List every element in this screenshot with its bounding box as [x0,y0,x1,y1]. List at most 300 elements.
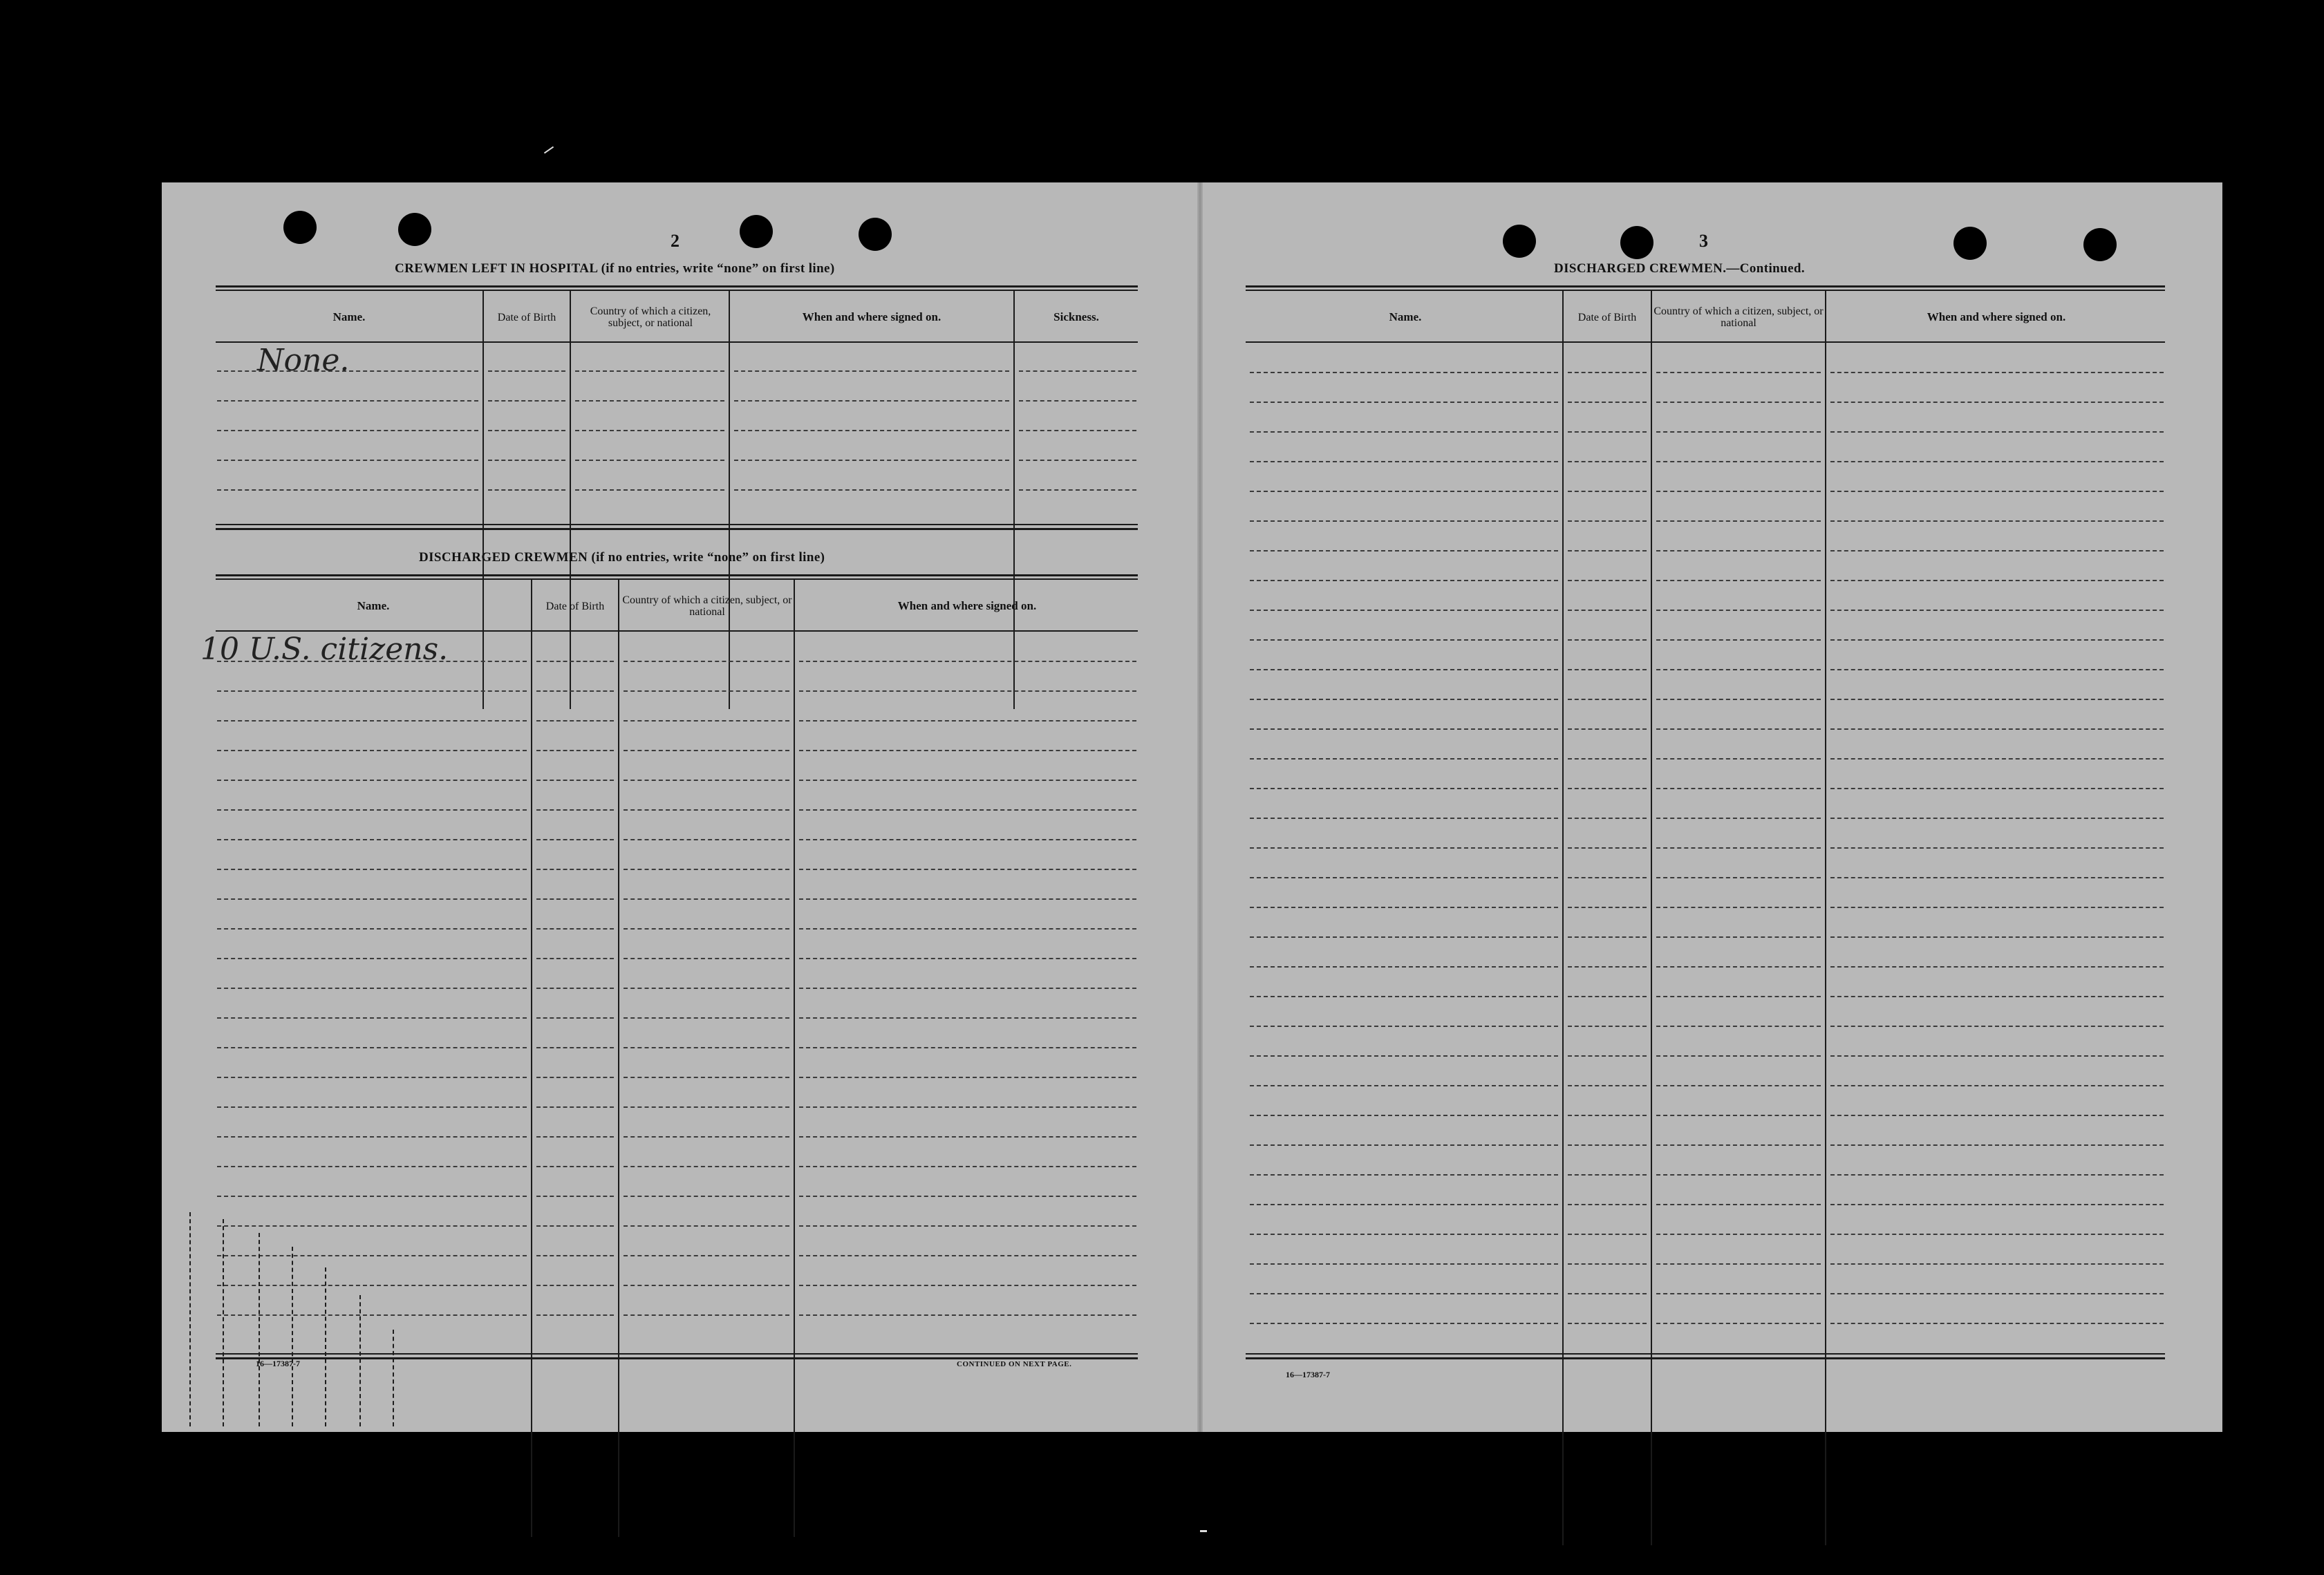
continued-note: CONTINUED ON NEXT PAGE. [957,1360,1072,1368]
ruled-line [1019,460,1136,461]
ruled-line [536,720,614,722]
table-bottom-rule [1246,1357,2165,1359]
hospital-table-title: CREWMEN LEFT IN HOSPITAL (if no entries, write “none” on first line) [395,261,835,276]
ruled-line [1830,580,2164,581]
ruled-line [1568,1144,1647,1146]
table-top-rule [1246,290,2165,291]
ruled-line [536,809,614,811]
ruled-line [1568,491,1647,492]
discharged-table-title: DISCHARGED CREWMEN (if no entries, write “none” on first line) [419,550,825,565]
ruled-line [1568,1115,1647,1116]
ruled-line [575,370,724,372]
ruled-line [1250,1144,1558,1146]
ruled-line [1656,847,1821,849]
ruled-line [1656,877,1821,878]
ruled-line [488,400,565,402]
ruled-line [1656,1293,1821,1294]
crease-mark [259,1233,260,1426]
ruled-line [799,1314,1136,1316]
ruled-line [1830,1323,2164,1324]
ruled-line [217,460,478,461]
table-top-rule [1246,285,2165,287]
ruled-line [624,988,789,989]
ruled-line [536,1225,614,1227]
ruled-line [1830,461,2164,462]
ruled-line [624,1285,789,1286]
ruled-line [1656,1174,1821,1176]
ruled-line [734,489,1009,491]
punch-hole [1620,226,1653,259]
crease-mark [189,1212,191,1426]
ruled-line [1656,1085,1821,1086]
ruled-line [1568,788,1647,789]
ruled-line [217,720,527,722]
ruled-line [624,1047,789,1048]
ruled-line [536,1077,614,1078]
ruled-line [624,1196,789,1197]
col-header-country: Country of which a citizen, subject, or national [590,305,711,329]
ruled-line [1830,669,2164,670]
column-divider [570,290,571,709]
ruled-line [1830,431,2164,433]
ruled-line [1830,491,2164,492]
ruled-line [1250,1085,1558,1086]
ruled-line [1250,818,1558,819]
ruled-line [624,720,789,722]
crease-mark [292,1247,293,1426]
ruled-line [1656,1323,1821,1324]
ruled-line [217,1077,527,1078]
ruled-line [1656,1026,1821,1027]
col-header-name: Name. [357,599,390,612]
col-header-signed-on: When and where signed on. [897,599,1037,612]
header-bottom-rule [216,341,1138,343]
ruled-line [1568,1234,1647,1235]
discharged-continued-title: DISCHARGED CREWMEN.—Continued. [1554,261,1806,276]
crease-mark [359,1295,361,1426]
column-divider [482,290,484,709]
ruled-line [1250,491,1558,492]
ruled-line [217,1255,527,1256]
ruled-line [624,1166,789,1167]
ruled-line [1830,818,2164,819]
ruled-line [217,750,527,751]
ruled-line [799,1225,1136,1227]
ruled-line [799,1047,1136,1048]
ruled-line [1568,907,1647,908]
ruled-line [1568,877,1647,878]
ruled-line [1656,758,1821,760]
col-header-signed-on: When and where signed on. [1927,310,2066,323]
ruled-line [1568,372,1647,373]
ruled-line [1568,728,1647,730]
table-bottom-rule [216,1353,1138,1355]
ruled-line [536,1136,614,1138]
ruled-line [536,869,614,870]
ruled-line [799,1196,1136,1197]
ruled-line [1656,431,1821,433]
table-bottom-rule [216,524,1138,525]
table-top-rule [216,285,1138,287]
ruled-line [217,809,527,811]
ruled-line [624,690,789,692]
ruled-line [1250,728,1558,730]
punch-hole [398,213,431,246]
ruled-line [536,839,614,840]
ruled-line [1568,1174,1647,1176]
ruled-line [1250,1026,1558,1027]
ruled-line [217,1314,527,1316]
ruled-line [799,958,1136,959]
ruled-line [1250,936,1558,938]
ruled-line [1830,877,2164,878]
ruled-line [217,1047,527,1048]
ruled-line [624,839,789,840]
stray-mark [1200,1530,1207,1532]
col-header-dob: Date of Birth [497,311,556,323]
ruled-line [1250,580,1558,581]
ruled-line [1568,639,1647,641]
ruled-line [217,1017,527,1019]
ruled-line [1830,1085,2164,1086]
ruled-line [1656,788,1821,789]
ruled-line [799,750,1136,751]
ruled-line [1830,550,2164,551]
ruled-line [1568,1323,1647,1324]
ruled-line [624,958,789,959]
ruled-line [799,1255,1136,1256]
table-top-rule [216,578,1138,580]
ruled-line [1250,1263,1558,1265]
ruled-line [799,869,1136,870]
ruled-line [1568,936,1647,938]
col-header-country: Country of which a citizen, subject, or national [622,594,792,618]
ruled-line [536,898,614,900]
ruled-line [734,370,1009,372]
ruled-line [575,430,724,431]
ruled-line [1830,610,2164,611]
crease-mark [325,1267,326,1426]
ruled-line [217,988,527,989]
ruled-line [624,1255,789,1256]
ruled-line [1656,966,1821,968]
page-fold [1197,182,1203,1432]
ruled-line [1656,610,1821,611]
ruled-line [1568,966,1647,968]
ruled-line [217,1285,527,1286]
ruled-line [1830,758,2164,760]
ruled-line [536,1047,614,1048]
page-number-right: 3 [1699,231,1708,251]
ruled-line [1656,1055,1821,1057]
ruled-line [1830,402,2164,403]
ruled-line [1830,907,2164,908]
ruled-line [1568,550,1647,551]
col-header-dob: Date of Birth [1577,311,1637,323]
ruled-line [217,690,527,692]
ruled-line [624,928,789,930]
col-header-country: Country of which a citizen, subject, or national [1653,305,1824,329]
ruled-line [536,780,614,781]
ruled-line [1830,966,2164,968]
ruled-line [1656,996,1821,997]
ruled-line [1656,580,1821,581]
ruled-line [734,400,1009,402]
ruled-line [1830,1144,2164,1146]
punch-hole [859,218,892,251]
ruled-line [1250,1234,1558,1235]
ruled-line [1830,1174,2164,1176]
ruled-line [1250,431,1558,433]
ruled-line [217,1166,527,1167]
ruled-line [1019,430,1136,431]
ruled-line [1568,1204,1647,1205]
ruled-line [1250,877,1558,878]
page-number-left: 2 [671,231,680,251]
ruled-line [624,661,789,662]
col-header-dob: Date of Birth [545,600,605,612]
ruled-line [1830,1263,2164,1265]
ruled-line [799,661,1136,662]
ruled-line [1250,1293,1558,1294]
ruled-line [1250,372,1558,373]
ruled-line [575,460,724,461]
ruled-line [217,898,527,900]
ruled-line [1568,818,1647,819]
ruled-line [536,988,614,989]
ruled-line [1568,1026,1647,1027]
ruled-line [1656,639,1821,641]
ruled-line [488,489,565,491]
ruled-line [1830,788,2164,789]
ruled-line [1250,699,1558,700]
ruled-line [1656,1144,1821,1146]
ruled-line [1830,1055,2164,1057]
ruled-line [624,1136,789,1138]
ruled-line [1656,1115,1821,1116]
ruled-line [536,1314,614,1316]
discharged-handwritten-entry: 10 U.S. citizens. [200,632,449,667]
ruled-line [799,1077,1136,1078]
ruled-line [1656,372,1821,373]
ruled-line [1250,1323,1558,1324]
ruled-line [1830,1204,2164,1205]
ruled-line [1656,402,1821,403]
ruled-line [1568,402,1647,403]
ruled-line [536,690,614,692]
ruled-line [1019,489,1136,491]
ruled-line [1568,580,1647,581]
ruled-line [1568,1085,1647,1086]
col-header-name: Name. [1389,310,1422,323]
ruled-line [1656,1263,1821,1265]
ruled-line [488,370,565,372]
ruled-line [1250,996,1558,997]
ruled-line [624,1225,789,1227]
col-header-name: Name. [332,310,366,323]
ruled-line [624,1314,789,1316]
ruled-line [1250,788,1558,789]
crease-mark [393,1330,394,1426]
ruled-line [1656,818,1821,819]
ruled-line [536,928,614,930]
col-header-sickness: Sickness. [1053,310,1099,323]
ruled-line [536,1166,614,1167]
ruled-line [217,1136,527,1138]
punch-hole [1953,227,1987,260]
ruled-line [575,489,724,491]
ruled-line [1250,1115,1558,1116]
ruled-line [799,780,1136,781]
ruled-line [1568,1263,1647,1265]
ruled-line [1250,550,1558,551]
column-divider [729,290,730,709]
ruled-line [1656,669,1821,670]
column-divider [794,579,795,1537]
ruled-line [1656,728,1821,730]
ruled-line [1830,936,2164,938]
ruled-line [1656,936,1821,938]
ruled-line [1656,461,1821,462]
ruled-line [799,720,1136,722]
ruled-line [1568,1055,1647,1057]
ruled-line [1830,639,2164,641]
column-divider [618,579,619,1537]
ruled-line [1568,431,1647,433]
ruled-line [1656,550,1821,551]
ruled-line [799,1285,1136,1286]
ruled-line [1830,996,2164,997]
ruled-line [1568,461,1647,462]
ruled-line [536,1017,614,1019]
ruled-line [1250,639,1558,641]
ruled-line [575,400,724,402]
ruled-line [624,750,789,751]
ruled-line [1250,669,1558,670]
ruled-line [536,750,614,751]
ruled-line [799,898,1136,900]
ruled-line [734,460,1009,461]
ruled-line [1250,907,1558,908]
ruled-line [1250,966,1558,968]
ruled-line [799,839,1136,840]
ruled-line [799,809,1136,811]
ruled-line [1568,996,1647,997]
ruled-line [536,661,614,662]
ruled-line [217,958,527,959]
ruled-line [624,869,789,870]
ruled-line [1250,461,1558,462]
ruled-line [536,1196,614,1197]
col-header-signed-on: When and where signed on. [802,310,941,323]
crease-mark [223,1219,224,1426]
ruled-line [1830,1234,2164,1235]
ruled-line [1568,699,1647,700]
ruled-line [1568,847,1647,849]
ruled-line [1250,520,1558,522]
ruled-line [1656,1204,1821,1205]
punch-hole [1503,225,1536,258]
ruled-line [1568,610,1647,611]
table-bottom-rule [216,1357,1138,1359]
ruled-line [1656,1234,1821,1235]
ruled-line [799,1106,1136,1108]
punch-hole [283,211,317,244]
ruled-line [217,1196,527,1197]
ruled-line [488,460,565,461]
ruled-line [1656,491,1821,492]
ruled-line [799,1166,1136,1167]
form-number-left: 16—17387-7 [256,1359,300,1368]
ruled-line [1656,520,1821,522]
ruled-line [1568,1293,1647,1294]
ruled-line [217,869,527,870]
ruled-line [1568,520,1647,522]
ruled-line [734,430,1009,431]
ruled-line [1250,610,1558,611]
ruled-line [1830,520,2164,522]
ruled-line [799,988,1136,989]
ruled-line [624,809,789,811]
table-top-rule [216,574,1138,576]
ruled-line [1830,1115,2164,1116]
ruled-line [217,489,478,491]
ruled-line [1250,1174,1558,1176]
header-bottom-rule [1246,341,2165,343]
ruled-line [624,780,789,781]
ruled-line [1830,1293,2164,1294]
ruled-line [488,430,565,431]
ruled-line [217,928,527,930]
ruled-line [1830,728,2164,730]
ruled-line [624,1106,789,1108]
ruled-line [799,690,1136,692]
ruled-line [799,1017,1136,1019]
table-bottom-rule [216,528,1138,530]
ruled-line [217,780,527,781]
ruled-line [1250,1055,1558,1057]
stray-mark [544,147,554,154]
ruled-line [217,1106,527,1108]
ruled-line [1830,372,2164,373]
ruled-line [217,839,527,840]
ruled-line [217,430,478,431]
ruled-line [217,400,478,402]
ruled-line [1568,758,1647,760]
column-divider [531,579,532,1537]
hospital-handwritten-entry: None. [257,343,350,378]
ruled-line [624,1077,789,1078]
ruled-line [1656,907,1821,908]
punch-hole [2083,228,2117,261]
ruled-line [1830,699,2164,700]
ruled-line [624,1017,789,1019]
ruled-line [1568,669,1647,670]
ruled-line [536,1106,614,1108]
ruled-line [1019,400,1136,402]
ruled-line [799,928,1136,930]
ruled-line [1250,402,1558,403]
column-divider [1013,290,1015,709]
ruled-line [1250,758,1558,760]
ruled-line [1830,1026,2164,1027]
ruled-line [536,1285,614,1286]
punch-hole [740,215,773,248]
ruled-line [1250,1204,1558,1205]
ruled-line [1656,699,1821,700]
ruled-line [536,958,614,959]
ruled-line [1250,847,1558,849]
